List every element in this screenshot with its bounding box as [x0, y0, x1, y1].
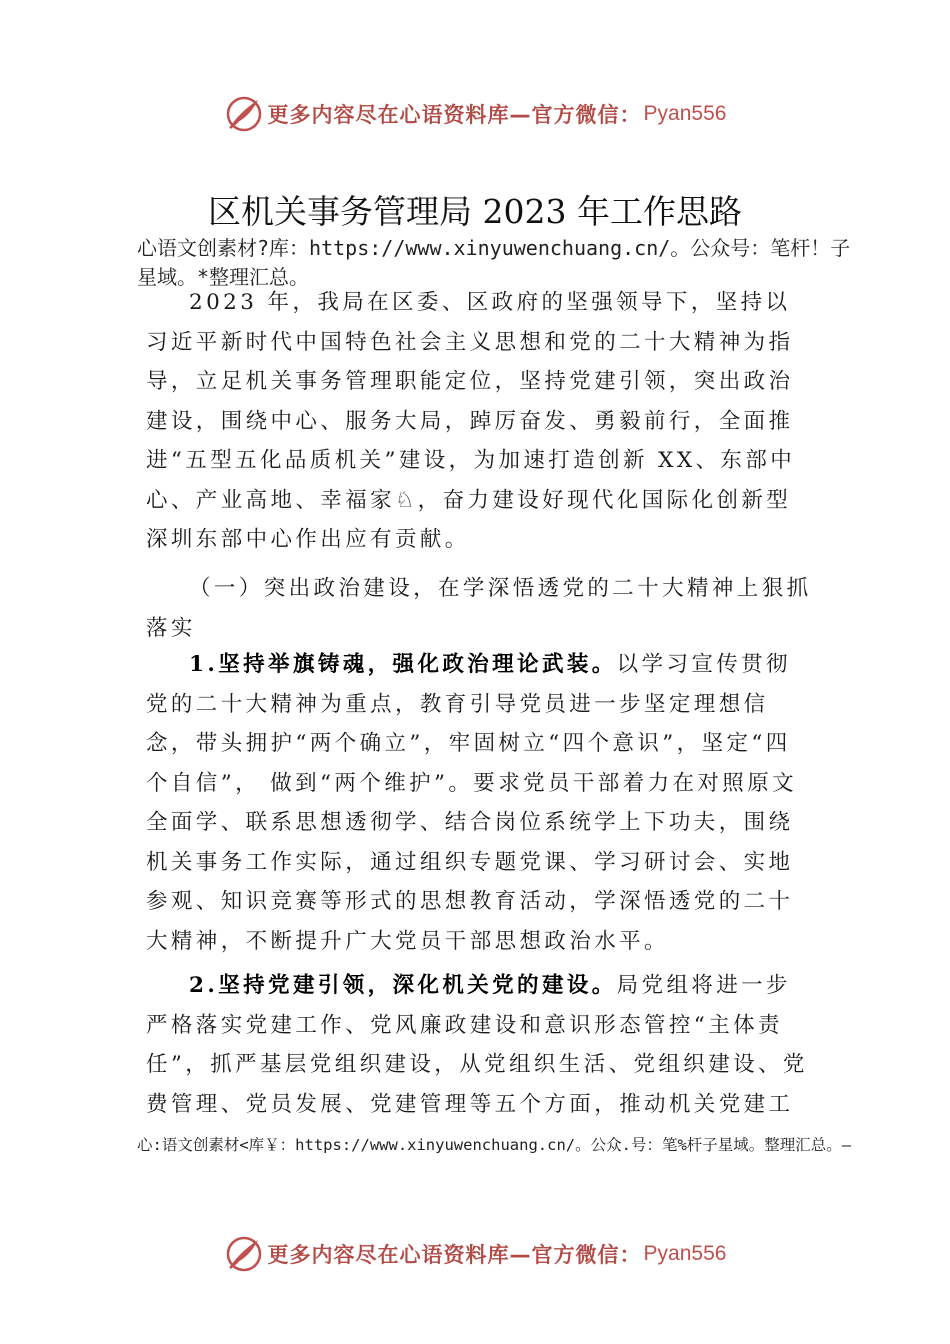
footer-source-note: 心:语文创素材<库￥：https://www.xinyuwenchuang.cn/。公众.号：笔%杆子星域。整理汇总。— [137, 1136, 852, 1154]
item-2-lead: 2.坚持党建引领，深化机关党的建设。 [189, 973, 617, 998]
banner-account: Pyan556 [643, 102, 727, 125]
item-1-paragraph [146, 645, 814, 961]
watermark-banner-top [0, 92, 950, 136]
banner-text: 更多内容尽在心语资料库—官方微信： [267, 1243, 642, 1267]
item-2-body: 局党组将进一步严格落实党建工作、党风廉政建设和意识形态管控“主体责任”，抓严基层党组织建设，从党组织生活、党组织建设、党费管理、党员发展、党建管理等五个方面，推动机关党建工 [146, 973, 808, 1117]
quill-logo-icon [224, 94, 264, 134]
intro-paragraph: 2023 年，我局在区委、区政府的坚强领导下，坚持以习近平新时代中国特色社会主义思想和党的二十大精神为指导，立足机关事务管理职能定位，坚持党建引领，突出政治建设，围绕中心、服务大局，踔厉奋发、勇毅前行，全面推进“五型五化品质机关”建设，为加速打造创新 XX、东部中心、产业高地、幸福家♘，奋力建设好现代化国际化创新型 深圳东部中心作出应有贡献。 [146, 290, 796, 552]
banner-account: Pyan556 [643, 1242, 727, 1265]
item-1-body: 以学习宣传贯彻党的二十大精神为重点，教育引导党员进一步坚定理想信念，带头拥护“两个确立”，牢固树立“四个意识”，坚定“四个自信”， 做到“两个维护”。要求党员干部着力在对照原文全面学、联系思想透彻学、结合岗位系统学上下功夫，围绕机关事务工作实际，通过组织专题党课、学习研讨会、实地参观、知识竞赛等形式的思想教育活动，学深悟透党的二十大精神，不断提升广大党员干部思想政治水平。 [146, 652, 798, 954]
source-note: 心语文创素材?库：https://www.xinyuwenchuang.cn/。公众号：笔杆！子星域。*整理汇总。 [137, 236, 851, 289]
item-1-lead: 1.坚持举旗铸魂，强化政治理论武装。 [189, 652, 617, 677]
page-title: 区机关事务管理局 2023 年工作思路 [208, 192, 742, 231]
section-heading-1: （一）突出政治建设，在学深悟透党的二十大精神上狠抓落实 [146, 576, 812, 641]
item-2-paragraph [146, 966, 814, 1124]
banner-text: 更多内容尽在心语资料库—官方微信： [267, 103, 642, 127]
watermark-banner-bottom [0, 1232, 950, 1276]
quill-logo-icon [224, 1234, 264, 1274]
